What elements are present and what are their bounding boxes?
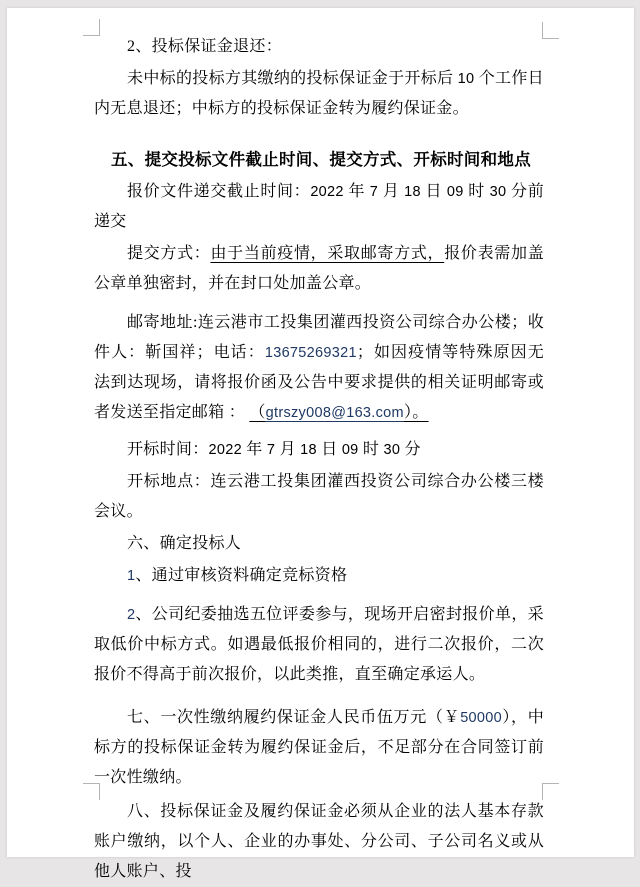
paragraph <box>94 435 544 465</box>
paragraph <box>94 32 544 62</box>
text-run: 09 <box>341 442 359 458</box>
text-run: 提交方式： <box>127 245 211 262</box>
text-run: 五、提交投标文件截止时间、提交方式、开标时间和地点 <box>111 151 531 169</box>
paragraph <box>94 561 544 591</box>
text-run: 30 <box>489 184 507 200</box>
section-heading <box>94 145 544 175</box>
text-run: 、通过审核资料确定竞标资格 <box>135 567 348 584</box>
text-run: 30 <box>383 442 401 458</box>
paragraph <box>94 529 544 559</box>
text-run: 开标时间： <box>127 441 209 458</box>
text-run: 七、一次性缴纳履约保证金人民币伍万元（￥ <box>127 709 461 726</box>
text-run: ）。 <box>403 404 429 421</box>
text-run: 7 <box>369 184 379 200</box>
text-run: 邮寄地址:连云港市工投集团灌西投资公司综合办公楼；收件人：靳国祥；电话： <box>94 314 544 361</box>
text-run: 未中标的投标方其缴纳的投标保证金于开标后 <box>127 70 458 87</box>
text-run: 分 <box>400 441 421 458</box>
text-run: 2 <box>127 607 136 623</box>
text-run: 日 <box>420 183 447 200</box>
text-run: 2022 <box>208 442 242 458</box>
paragraph <box>94 308 544 428</box>
text-run: 日 <box>316 441 342 458</box>
paragraph <box>94 703 544 793</box>
text-run: 18 <box>300 442 317 458</box>
text-run: 、公司纪委抽选五位评委参与，现场开启密封报价单，采取低价中标方式。如遇最低报价相同的，进行二次报价，二次报价不得高于前次报价，以此类推，直至确定承运人。 <box>94 606 544 683</box>
text-boundary-mark-bottom-right <box>542 783 559 800</box>
text-run: 1 <box>127 568 136 584</box>
paragraph <box>94 64 544 124</box>
paragraph <box>94 600 544 690</box>
text-run: 报价表需加盖公章单独密封，并在封口处加盖公章。 <box>94 245 544 292</box>
text-run: 年 <box>241 441 267 458</box>
text-run: 09 <box>446 184 464 200</box>
text-run: 六、确定投标人 <box>127 535 242 552</box>
text-run: 50000 <box>460 710 503 726</box>
text-run: 报价文件递交截止时间： <box>127 183 311 200</box>
text-run: 时 <box>358 441 384 458</box>
text-run: 月 <box>378 183 405 200</box>
paragraph <box>94 467 544 527</box>
document-page <box>7 8 634 880</box>
text-run: 分前递交 <box>94 183 544 230</box>
text-run: （ <box>249 404 266 421</box>
text-run: 7 <box>266 442 276 458</box>
document-body[interactable] <box>94 30 544 887</box>
text-boundary-mark-top-right <box>542 22 559 39</box>
text-run: 18 <box>404 184 421 200</box>
text-run: 年 <box>343 183 370 200</box>
text-run: gtrszy008@163.com <box>265 405 404 421</box>
text-run: 个工作日内无息退还；中标方的投标保证金转为履约保证金。 <box>94 70 544 117</box>
text-run: ；如因疫情等特殊原因无法到达现场，请将报价函及公告中要求提供的相关证明邮寄或者发送至指定邮箱 ： <box>94 344 544 421</box>
paragraph <box>94 239 544 299</box>
text-run: 10 <box>457 71 475 87</box>
text-run: ），中标方的投标保证金转为履约保证金后，不足部分在合同签订前一次性缴纳。 <box>94 709 544 786</box>
text-run: 月 <box>275 441 301 458</box>
paragraph <box>94 177 544 237</box>
paragraph <box>94 797 544 887</box>
text-run: 由于当前疫情，采取邮寄方式， <box>210 245 445 262</box>
text-run: 13675269321 <box>264 345 357 361</box>
text-run: 2、投标保证金退还： <box>127 38 283 55</box>
text-run: 八、投标保证金及履约保证金必须从企业的法人基本存款账户缴纳，以个人、企业的办事处、分公司、子公司名义或从他人账户、投 <box>94 803 544 880</box>
text-run: 时 <box>463 183 490 200</box>
text-run: 2022 <box>310 184 344 200</box>
text-run: 开标地点：连云港工投集团灌西投资公司综合办公楼三楼会议。 <box>94 473 544 520</box>
